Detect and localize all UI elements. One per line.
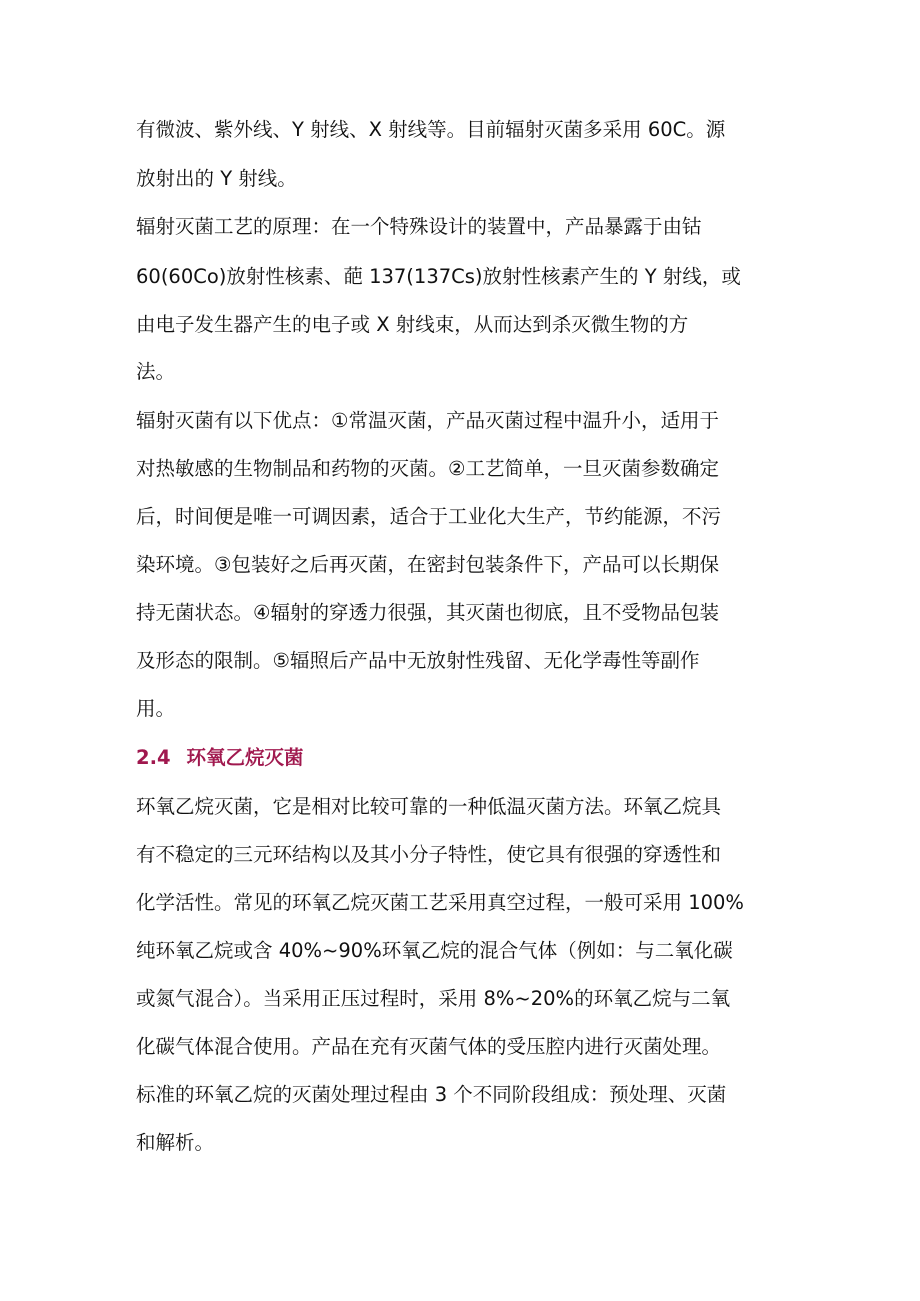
text-line: 及形态的限制。⑤辐照后产品中无放射性残留、无化学毒性等副作 <box>136 649 700 672</box>
text-line: 60(60Co)放射性核素、葩 137(137Cs)放射性核素产生的 Y 射线，或 <box>136 265 741 288</box>
text-line: 用。 <box>136 697 176 720</box>
section-title: 环氧乙烷灭菌 <box>186 746 304 769</box>
text-line: 或氮气混合）。当采用正压过程时，采用 8%~20%的环氧乙烷与二氧 <box>136 987 731 1010</box>
text-line: 放射出的 Y 射线。 <box>136 167 297 190</box>
text-line: 持无菌状态。④辐射的穿透力很强，其灭菌也彻底，且不受物品包装 <box>136 601 719 624</box>
text-line: 有微波、紫外线、Y 射线、X 射线等。目前辐射灭菌多采用 60C。源 <box>136 118 726 141</box>
text-line: 由电子发生器产生的电子或 X 射线束，从而达到杀灭微生物的方 <box>136 313 689 336</box>
text-line: 化学活性。常见的环氧乙烷灭菌工艺采用真空过程，一般可采用 100% <box>136 891 744 914</box>
text-line: 纯环氧乙烷或含 40%~90%环氧乙烷的混合气体（例如：与二氧化碳 <box>136 939 733 962</box>
text-line: 辐射灭菌有以下优点：①常温灭菌，产品灭菌过程中温升小，适用于 <box>136 409 719 432</box>
text-line: 染环境。③包装好之后再灭菌，在密封包装条件下，产品可以长期保 <box>136 553 719 576</box>
text-line: 有不稳定的三元环结构以及其小分子特性，使它具有很强的穿透性和 <box>136 843 722 866</box>
text-line: 化碳气体混合使用。产品在充有灭菌气体的受压腔内进行灭菌处理。 <box>136 1035 722 1058</box>
text-line: 环氧乙烷灭菌，它是相对比较可靠的一种低温灭菌方法。环氧乙烷具 <box>136 795 722 818</box>
section-number: 2.4 <box>136 746 171 769</box>
text-line: 辐射灭菌工艺的原理：在一个特殊设计的装置中，产品暴露于由钴 <box>136 215 702 238</box>
text-line: 后，时间便是唯一可调因素，适合于工业化大生产，节约能源，不污 <box>136 505 722 528</box>
text-line: 标准的环氧乙烷的灭菌处理过程由 3 个不同阶段组成：预处理、灭菌 <box>136 1083 727 1106</box>
text-line: 对热敏感的生物制品和药物的灭菌。②工艺简单，一旦灭菌参数确定 <box>136 457 719 480</box>
text-line: 法。 <box>136 360 176 383</box>
text-line: 和解析。 <box>136 1131 215 1154</box>
section-heading <box>136 745 304 771</box>
